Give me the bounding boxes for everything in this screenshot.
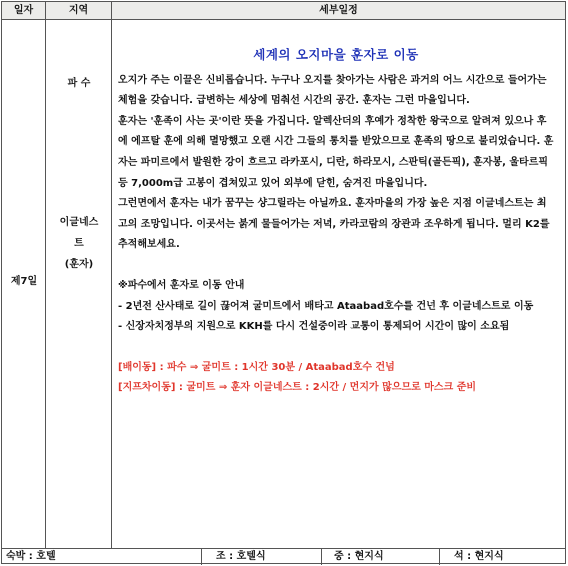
meal-footer — [2, 548, 565, 565]
paragraph-intro: 오지가 주는 이끌은 신비롭습니다. 누구나 오지를 찾아가는 사람은 과거의 어느 시간으로 들어가는 체험을 갖습니다. 급변하는 세상에 멈춰선 시간의 공간. 훈자는 그런 마을입니다. — [118, 74, 547, 107]
place-pasu: 파 수 — [67, 78, 91, 89]
route-item: - 신장자치정부의 지원으로 KKH를 다시 건설중이라 교통이 통제되어 시간이 많이 소요됨 — [118, 321, 510, 333]
lodging-info: 숙박 : 호텔 — [2, 549, 202, 565]
header-day: 일자 — [2, 2, 46, 20]
place-line-3: (훈자) — [64, 259, 94, 270]
breakfast-info: 조 : 호텔식 — [202, 549, 322, 565]
detail-title: 세계의 오지마을 훈자로 이동 — [253, 47, 419, 62]
header-place: 지역 — [46, 2, 112, 20]
paragraph-history: 훈자는 '훈족이 사는 곳'이란 뜻을 가집니다. 알렉산더의 후예가 정착한 왕국으로 알려져 있으나 후에 에프탈 훈에 의해 멸망했고 오랜 시간 그들의 통치를 받았으므로 훈족의 땅으로 불리었습니다. 훈자는 파미르에서 발원한 강이 흐르고 라카포시, 디란, 하라모시, 스판틱(골든픽), 훈자봉, 울타르픽 등 7,000m급 고봉이 겹쳐있고 있어 외부에 닫힌, 숨겨진 마을입니다. — [118, 115, 554, 189]
dinner-info: 석 : 현지식 — [454, 551, 504, 562]
day-cell — [2, 20, 46, 548]
note-jeep: [지프차이동] : 굴미트 ⇒ 훈자 이글네스트 : 2시간 / 먼지가 많으므로 마스크 준비 — [118, 382, 477, 394]
route-item: - 2년전 산사태로 길이 끊어져 굴미트에서 배타고 Ataabad호수를 건넌 후 이글네스트로 이동 — [118, 300, 534, 312]
detail-content — [118, 26, 554, 399]
place-line-1: 이글네스 — [59, 217, 99, 228]
lunch-info: 중 : 현지식 — [322, 549, 440, 565]
route-title: ※파수에서 훈자로 이동 안내 — [118, 279, 245, 291]
place-line-2: 트 — [74, 238, 84, 249]
place-cell — [46, 20, 112, 548]
place-eagles-nest — [52, 212, 106, 275]
paragraph-eagles-nest: 그런면에서 훈자는 내가 꿈꾸는 샹그릴라는 아닐까요. 훈자마을의 가장 높은 지점 이글네스트는 최고의 조망입니다. 이곳서는 붉게 물들어가는 저녁, 카라코람의 장관과 조우하게 됩니다. 멀리 K2를 추적해보세요. — [118, 198, 550, 251]
note-boat: [배이동] : 파수 ⇒ 굴미트 : 1시간 30분 / Ataabad호수 건넘 — [118, 361, 395, 373]
header-detail: 세부일정 — [112, 2, 565, 20]
day-label: 제7일 — [10, 276, 38, 287]
